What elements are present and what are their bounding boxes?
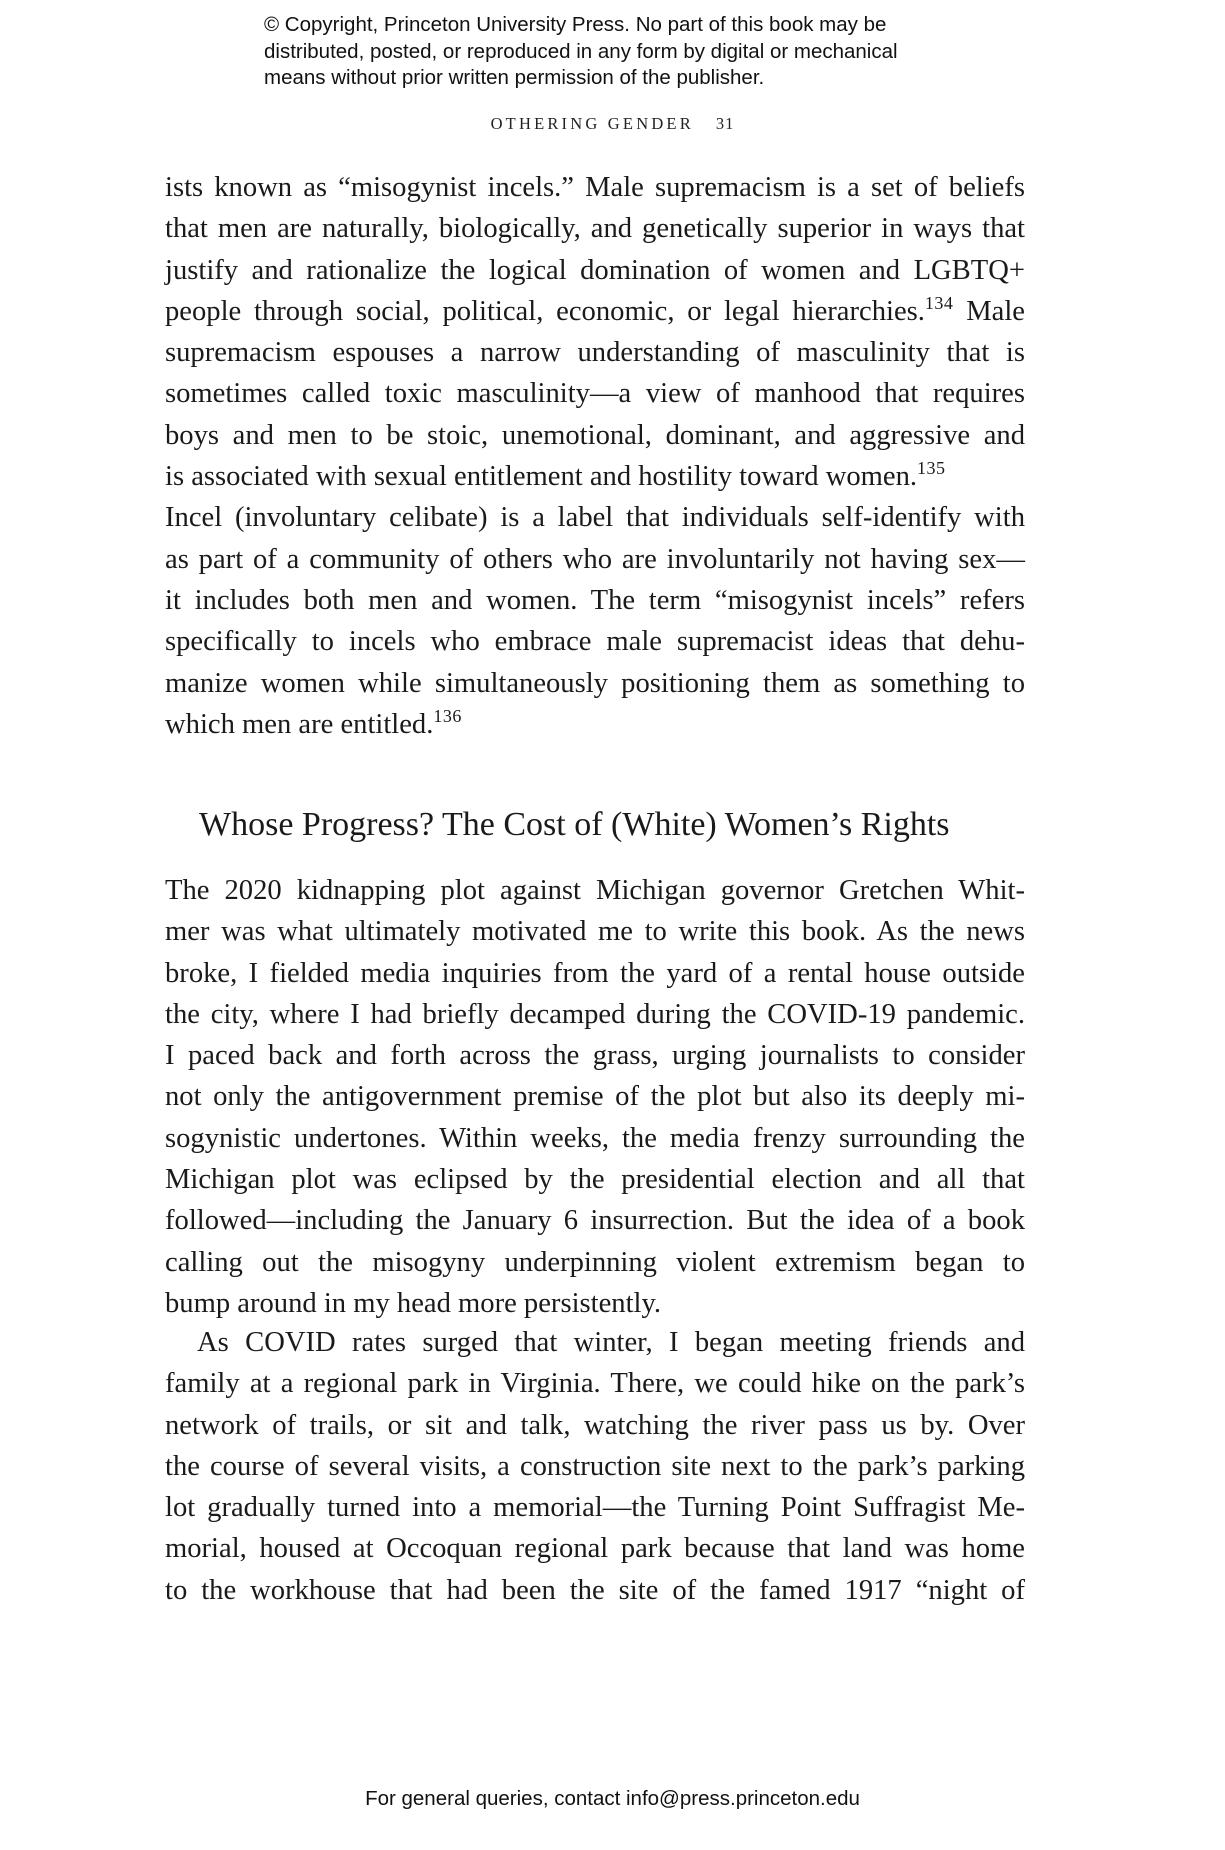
text-line: the course of several visits, a construction site next to the park’s parking [165,1450,1025,1482]
text-line: specifically to incels who embrace male supremacist ideas that dehu- [165,626,1025,658]
text-line: I paced back and forth across the grass, urging journalists to consider [165,1040,1025,1072]
text-line: that men are naturally, biologically, and genetically superior in ways that [165,213,1025,245]
text-line: family at a regional park in Virginia. There, we could hike on the park’s [165,1368,1025,1400]
text-line: boys and men to be stoic, unemotional, dominant, and aggressive and [165,419,1025,451]
text-line: morial, housed at Occoquan regional park because that land was home [165,1533,1025,1565]
text-line: not only the antigovernment premise of the plot but also its deeply mi- [165,1081,1025,1113]
text-line: calling out the misogyny underpinning violent extremism began to [165,1246,1025,1278]
text-line: The 2020 kidnapping plot against Michigan governor Gretchen Whit- [165,875,1025,906]
text-line: broke, I fielded media inquiries from the yard of a rental house outside [165,957,1025,989]
text-segment: people through social, political, economic, or legal hierarchies. [165,295,925,327]
text-line: as part of a community of others who are involuntarily not having sex— [165,543,1025,575]
footnote-ref-134[interactable]: 134 [924,292,954,313]
text-line: justify and rationalize the logical domination of women and LGBTQ+ [165,254,1025,286]
text-line: Michigan plot was eclipsed by the presidential election and all that [165,1164,1025,1196]
copyright-notice [264,12,1004,92]
running-head [0,114,1225,134]
text-line: sogynistic undertones. Within weeks, the media frenzy surrounding the [165,1122,1025,1154]
text-line: manize women while simultaneously positioning them as something to [165,667,1025,699]
body-paragraph-3 [165,1322,1025,1611]
text-line: followed—including the January 6 insurrection. But the idea of a book [165,1205,1025,1237]
text-line [165,291,1025,332]
text-line [165,456,1025,497]
page-number: 31 [715,114,735,133]
text-line: bump around in my head more persistently. [165,1287,662,1319]
copyright-line: © Copyright, Princeton University Press. No part of this book may be [264,13,887,36]
text-line: lot gradually turned into a memorial—the Turning Point Suffragist Me- [165,1492,1025,1524]
body-paragraph-2 [165,870,1025,1324]
running-head-title: OTHERING GENDER [490,114,694,133]
copyright-line: means without prior written permission of the publisher. [264,66,765,89]
text-line: As COVID rates surged that winter, I began meeting friends and [197,1327,1025,1358]
text-line: to the workhouse that had been the site of the famed 1917 “night of [165,1574,1025,1606]
footnote-ref-136[interactable]: 136 [433,705,462,726]
text-segment: Male [953,295,1026,327]
text-line: it includes both men and women. The term “misogynist incels” refers [165,584,1025,616]
body-paragraph-1 [165,167,1025,745]
text-line: ists known as “misogynist incels.” Male supremacism is a set of beliefs [165,172,1025,203]
text-line: network of trails, or sit and talk, watching the river pass us by. Over [165,1409,1025,1441]
text-segment: which men are entitled. [165,708,434,740]
text-line: Incel (involuntary celibate) is a label that individuals self-identify with [165,502,1025,534]
text-line: supremacism espouses a narrow understanding of masculinity that is [165,337,1025,369]
text-line: mer was what ultimately motivated me to write this book. As the news [165,916,1025,948]
copyright-line: distributed, posted, or reproduced in any form by digital or mechanical [264,39,898,63]
text-segment: is associated with sexual entitlement and hostility toward women. [165,461,918,493]
section-heading: Whose Progress? The Cost of (White) Women’s Rights [199,806,950,843]
text-line: the city, where I had briefly decamped during the COVID-19 pandemic. [165,998,1025,1030]
footer-contact: For general queries, contact info@press.princeton.edu [365,1787,860,1810]
footnote-ref-135[interactable]: 135 [917,458,946,479]
text-line [165,704,1025,745]
text-line: sometimes called toxic masculinity—a view of manhood that requires [165,378,1025,410]
